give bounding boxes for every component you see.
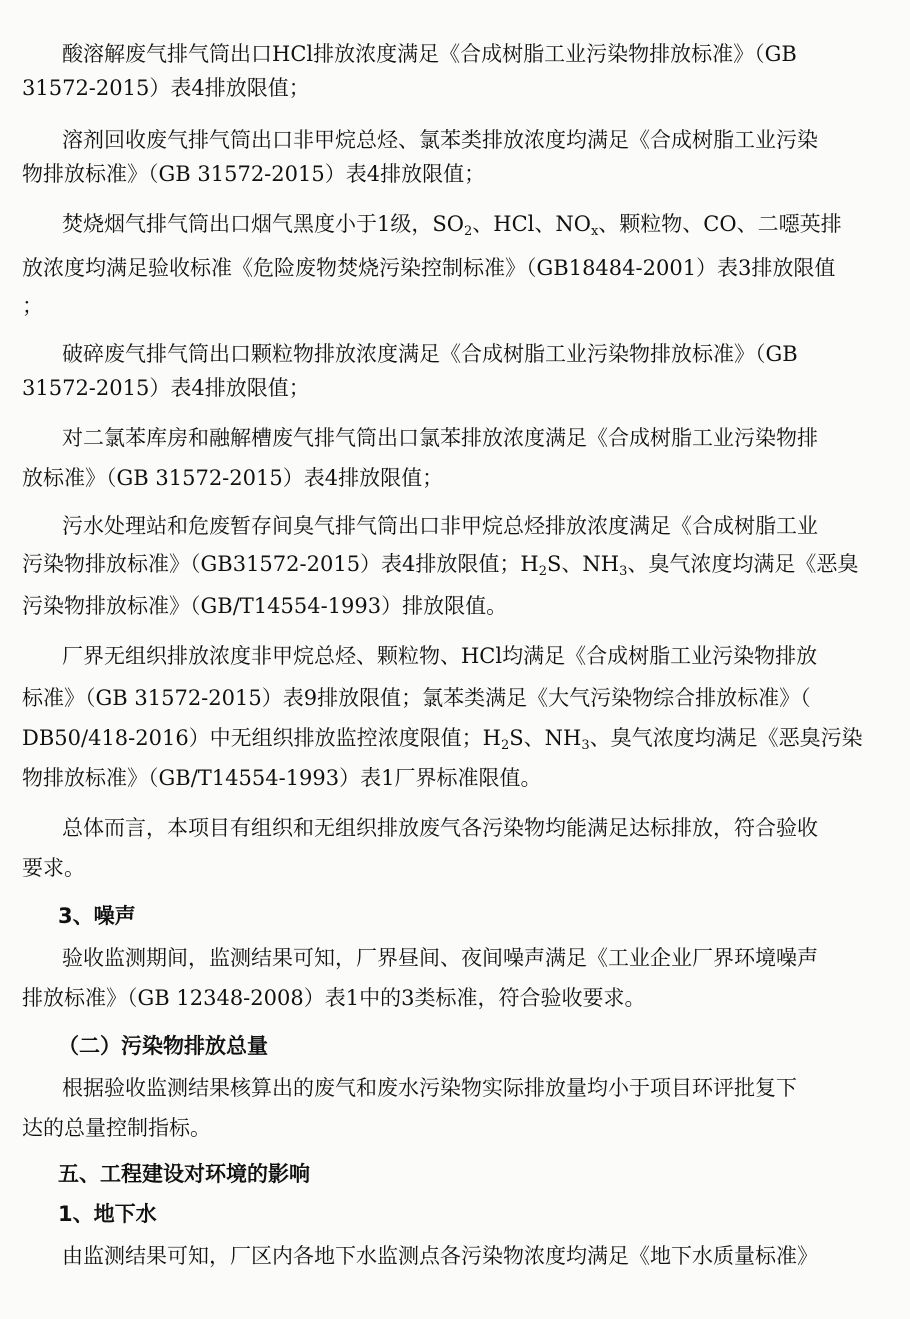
text-span: 、臭气浓度均满足《恶臭污染	[589, 726, 863, 750]
text-span: 焚烧烟气排气筒出口烟气黑度小于1级，SO	[62, 212, 464, 236]
text-line: 破碎废气排气筒出口颗粒物排放浓度满足《合成树脂工业污染物排放标准》（GB	[62, 342, 798, 366]
subscript: 2	[463, 224, 473, 239]
text-line: ；	[22, 294, 43, 318]
text-span: S、NH	[509, 726, 582, 750]
text-line: 放标准》（GB 31572-2015）表4排放限值；	[22, 466, 444, 490]
text-line: 溶剂回收废气排气筒出口非甲烷总烃、氯苯类排放浓度均满足《合成树脂工业污染	[62, 128, 818, 152]
text-span: S、NH	[547, 552, 620, 576]
text-line: 对二氯苯库房和融解槽废气排气筒出口氯苯排放浓度满足《合成树脂工业污染物排	[62, 426, 818, 450]
text-line: 31572-2015）表4排放限值；	[22, 376, 310, 400]
text-line: 放浓度均满足验收标准《危险废物焚烧污染控制标准》（GB18484-2001）表3排放限值	[22, 256, 836, 280]
subscript: 3	[619, 564, 628, 579]
text-span: 、颗粒物、CO、二噁英排	[598, 212, 842, 236]
text-line: 要求。	[22, 856, 85, 880]
text-line: 物排放标准》（GB 31572-2015）表4排放限值；	[22, 162, 486, 186]
subscript: 2	[501, 738, 510, 753]
text-line: 总体而言，本项目有组织和无组织排放废气各污染物均能满足达标排放，符合验收	[62, 816, 818, 840]
text-line: 污水处理站和危废暂存间臭气排气筒出口非甲烷总烃排放浓度满足《合成树脂工业	[62, 514, 818, 538]
text-span: DB50/418-2016）中无组织排放监控浓度限值；H	[22, 726, 501, 750]
text-line: 由监测结果可知，厂区内各地下水监测点各污染物浓度均满足《地下水质量标准》	[62, 1244, 818, 1268]
section-heading-total: （二）污染物排放总量	[58, 1034, 268, 1058]
text-span: 污染物排放标准》（GB31572-2015）表4排放限值；H	[22, 552, 539, 576]
subscript: 3	[581, 738, 590, 753]
text-line: 污染物排放标准》（GB/T14554-1993）排放限值。	[22, 594, 508, 618]
text-line	[22, 724, 863, 760]
section-heading-groundwater: 1、地下水	[58, 1202, 157, 1226]
section-heading-noise: 3、噪声	[58, 904, 136, 928]
subscript: 2	[538, 564, 548, 579]
text-line: 排放标准》（GB 12348-2008）表1中的3类标准，符合验收要求。	[22, 986, 646, 1010]
text-line: 根据验收监测结果核算出的废气和废水污染物实际排放量均小于项目环评批复下	[62, 1076, 797, 1100]
section-heading-impact: 五、工程建设对环境的影响	[58, 1162, 310, 1186]
text-line: 31572-2015）表4排放限值；	[22, 76, 310, 100]
text-line	[62, 210, 842, 246]
text-span: 、HCl、NO	[472, 212, 591, 236]
text-line	[22, 550, 858, 586]
text-line: 物排放标准》（GB/T14554-1993）表1厂界标准限值。	[22, 766, 542, 790]
text-line: 达的总量控制指标。	[22, 1116, 211, 1140]
text-line: 验收监测期间，监测结果可知，厂界昼间、夜间噪声满足《工业企业厂界环境噪声	[62, 946, 818, 970]
text-span: 、臭气浓度均满足《恶臭	[627, 552, 859, 576]
text-line: 标准》（GB 31572-2015）表9排放限值；氯苯类满足《大气污染物综合排放标准》（	[22, 686, 811, 710]
text-line: 酸溶解废气排气筒出口HCl排放浓度满足《合成树脂工业污染物排放标准》（GB	[62, 42, 797, 66]
text-line: 厂界无组织排放浓度非甲烷总烃、颗粒物、HCl均满足《合成树脂工业污染物排放	[62, 644, 818, 668]
subscript: x	[590, 224, 599, 239]
